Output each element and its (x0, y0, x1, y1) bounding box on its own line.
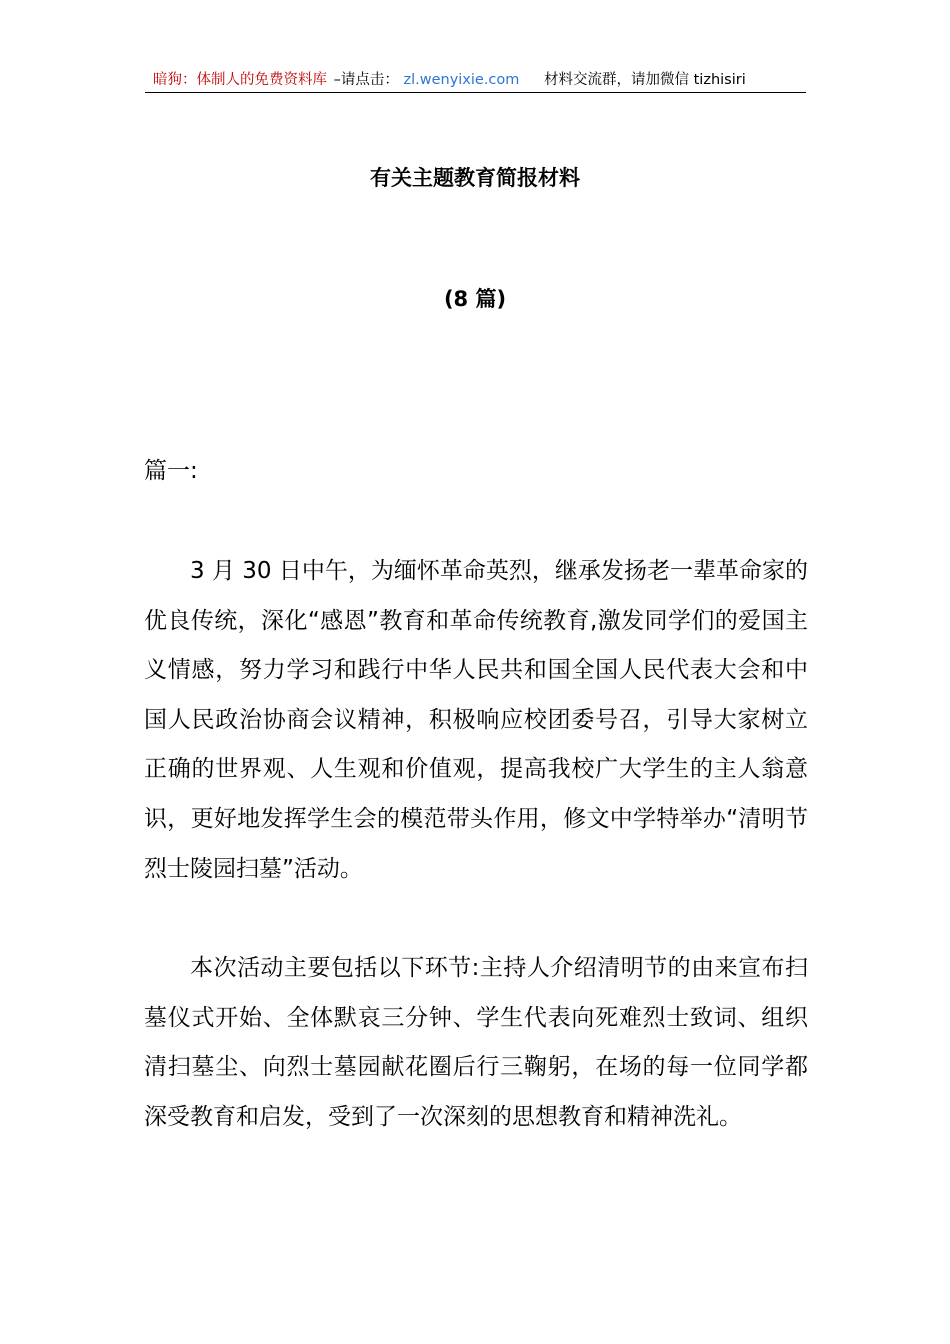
body-paragraph-2: 本次活动主要包括以下环节:主持人介绍清明节的由来宣布扫墓仪式开始、全体默哀三分钟、学生代表向死难烈士致词、组织清扫墓尘、向烈士墓园献花圈后行三鞠躬，在场的每一位同学都深受教育和启发，受到了一次深刻的思想教育和精神洗礼。 (144, 955, 808, 1130)
header-click-prompt: –请点击： (333, 72, 399, 88)
body-paragraph-1: 3 月 30 日中午，为缅怀革命英烈，继承发扬老一辈革命家的优良传统，深化“感恩”教育和革命传统教育,激发同学们的爱国主义情感，努力学习和践行中华人民共和国全国人民代表大会和中国人民政治协商会议精神，积极响应校团委号召，引导大家树立正确的世界观、人生观和价值观，提高我校广大学生的主人翁意识，更好地发挥学生会的模范带头作用，修文中学特举办“清明节烈士陵园扫墓”活动。 (144, 558, 808, 882)
header-group-info: 材料交流群，请加微信 tizhisiri (544, 72, 746, 88)
document-subtitle: (8 篇) (443, 287, 507, 311)
page-header (145, 70, 806, 93)
document-title: 有关主题教育简报材料 (370, 166, 580, 190)
header-link[interactable]: zl.wenyixie.com (403, 72, 520, 88)
header-site-name: 暗狗：体制人的免费资料库 (153, 72, 327, 88)
section-label: 篇一: (144, 458, 198, 484)
